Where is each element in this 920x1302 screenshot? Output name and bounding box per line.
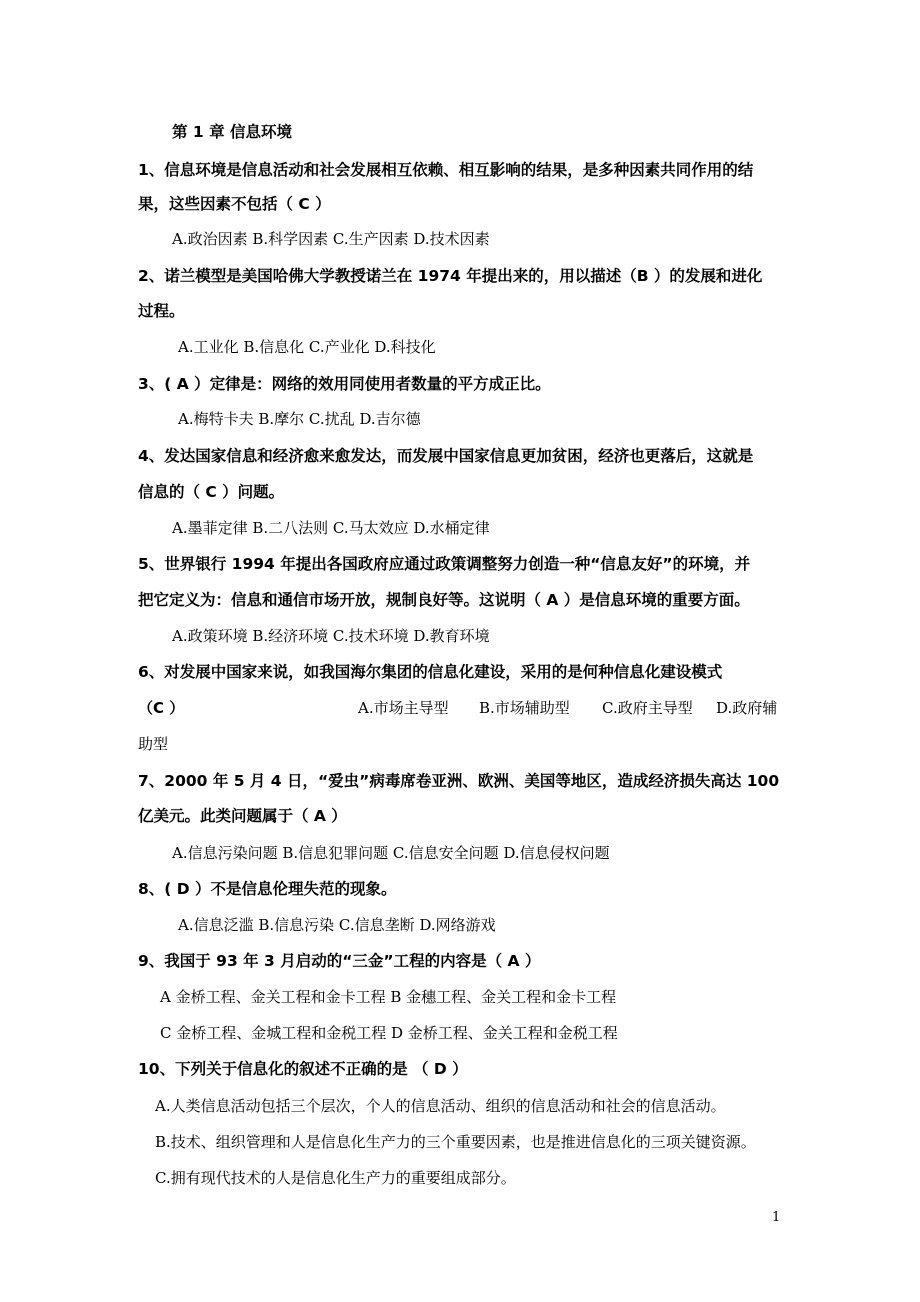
question-9-stem-line-1: 9、我国于 93 年 3 月启动的“三金”工程的内容是（ A ） bbox=[138, 952, 541, 970]
question-1-stem-line-1: 1、信息环境是信息活动和社会发展相互依赖、相互影响的结果，是多种因素共同作用的结 bbox=[138, 161, 754, 179]
question-10-stem-line-1: 10、下列关于信息化的叙述不正确的是 （ D ） bbox=[138, 1060, 468, 1078]
page-number: 1 bbox=[772, 1210, 781, 1225]
question-5-stem-line-1: 5、世界银行 1994 年提出各国政府应通过政策调整努力创造一种“信息友好”的环境，并 bbox=[138, 555, 751, 573]
question-9-options-line-2: C 金桥工程、金城工程和金税工程 D 金桥工程、金关工程和金税工程 bbox=[160, 1024, 618, 1042]
question-7-stem-line-1: 7、2000 年 5 月 4 日，“爱虫”病毒席卷亚洲、欧洲、美国等地区，造成经济损失高达 100 bbox=[138, 772, 780, 790]
question-10-option-c: C.拥有现代技术的人是信息化生产力的重要组成部分。 bbox=[155, 1169, 516, 1187]
question-3-options: A.梅特卡夫 B.摩尔 C.扰乱 D.吉尔德 bbox=[178, 410, 421, 428]
question-6-option-a: A.市场主导型 bbox=[358, 699, 449, 717]
question-4-stem-line-2: 信息的（ C ）问题。 bbox=[138, 483, 285, 501]
question-4-options: A.墨菲定律 B.二八法则 C.马太效应 D.水桶定律 bbox=[172, 519, 490, 537]
question-5-stem-line-2: 把它定义为：信息和通信市场开放，规制良好等。这说明（ A ）是信息环境的重要方面。 bbox=[138, 591, 750, 609]
question-6-answer: （C ） bbox=[138, 699, 185, 717]
question-2-stem-line-1: 2、诺兰模型是美国哈佛大学教授诺兰在 1974 年提出来的，用以描述（B ）的发展和进化 bbox=[138, 267, 763, 285]
question-10-option-a: A.人类信息活动包括三个层次，个人的信息活动、组织的信息活动和社会的信息活动。 bbox=[155, 1097, 726, 1115]
question-10-option-b: B.技术、组织管理和人是信息化生产力的三个重要因素，也是推进信息化的三项关键资源。 bbox=[155, 1133, 756, 1151]
question-6-stem-line-1: 6、对发展中国家来说，如我国海尔集团的信息化建设，采用的是何种信息化建设模式 bbox=[138, 663, 723, 681]
question-6-option-d-wrap: 助型 bbox=[138, 735, 169, 753]
question-5-options: A.政策环境 B.经济环境 C.技术环境 D.教育环境 bbox=[172, 627, 490, 645]
question-4-stem-line-1: 4、发达国家信息和经济愈来愈发达，而发展中国家信息更加贫困，经济也更落后，这就是 bbox=[138, 447, 754, 465]
question-6-option-d: D.政府辅 bbox=[716, 699, 778, 717]
question-2-options: A.工业化 B.信息化 C.产业化 D.科技化 bbox=[178, 338, 436, 356]
question-9-options-line-1: A 金桥工程、金关工程和金卡工程 B 金穗工程、金关工程和金卡工程 bbox=[160, 988, 617, 1006]
question-8-stem-line-1: 8、( D ）不是信息伦理失范的现象。 bbox=[138, 880, 397, 898]
question-6-option-b: B.市场辅助型 bbox=[479, 699, 570, 717]
question-1-options: A.政治因素 B.科学因素 C.生产因素 D.技术因素 bbox=[172, 230, 490, 248]
question-6-option-c: C.政府主导型 bbox=[602, 699, 693, 717]
question-2-stem-line-2: 过程。 bbox=[138, 302, 185, 320]
question-7-stem-line-2: 亿美元。此类问题属于（ A ） bbox=[138, 807, 347, 825]
chapter-title: 第 1 章 信息环境 bbox=[172, 123, 292, 141]
question-1-stem-line-2: 果，这些因素不包括（ C ） bbox=[138, 195, 331, 213]
question-7-options: A.信息污染问题 B.信息犯罪问题 C.信息安全问题 D.信息侵权问题 bbox=[172, 844, 610, 862]
question-3-stem-line-1: 3、( A ）定律是：网络的效用同使用者数量的平方成正比。 bbox=[138, 375, 551, 393]
question-8-options: A.信息泛滥 B.信息污染 C.信息垄断 D.网络游戏 bbox=[178, 916, 496, 934]
